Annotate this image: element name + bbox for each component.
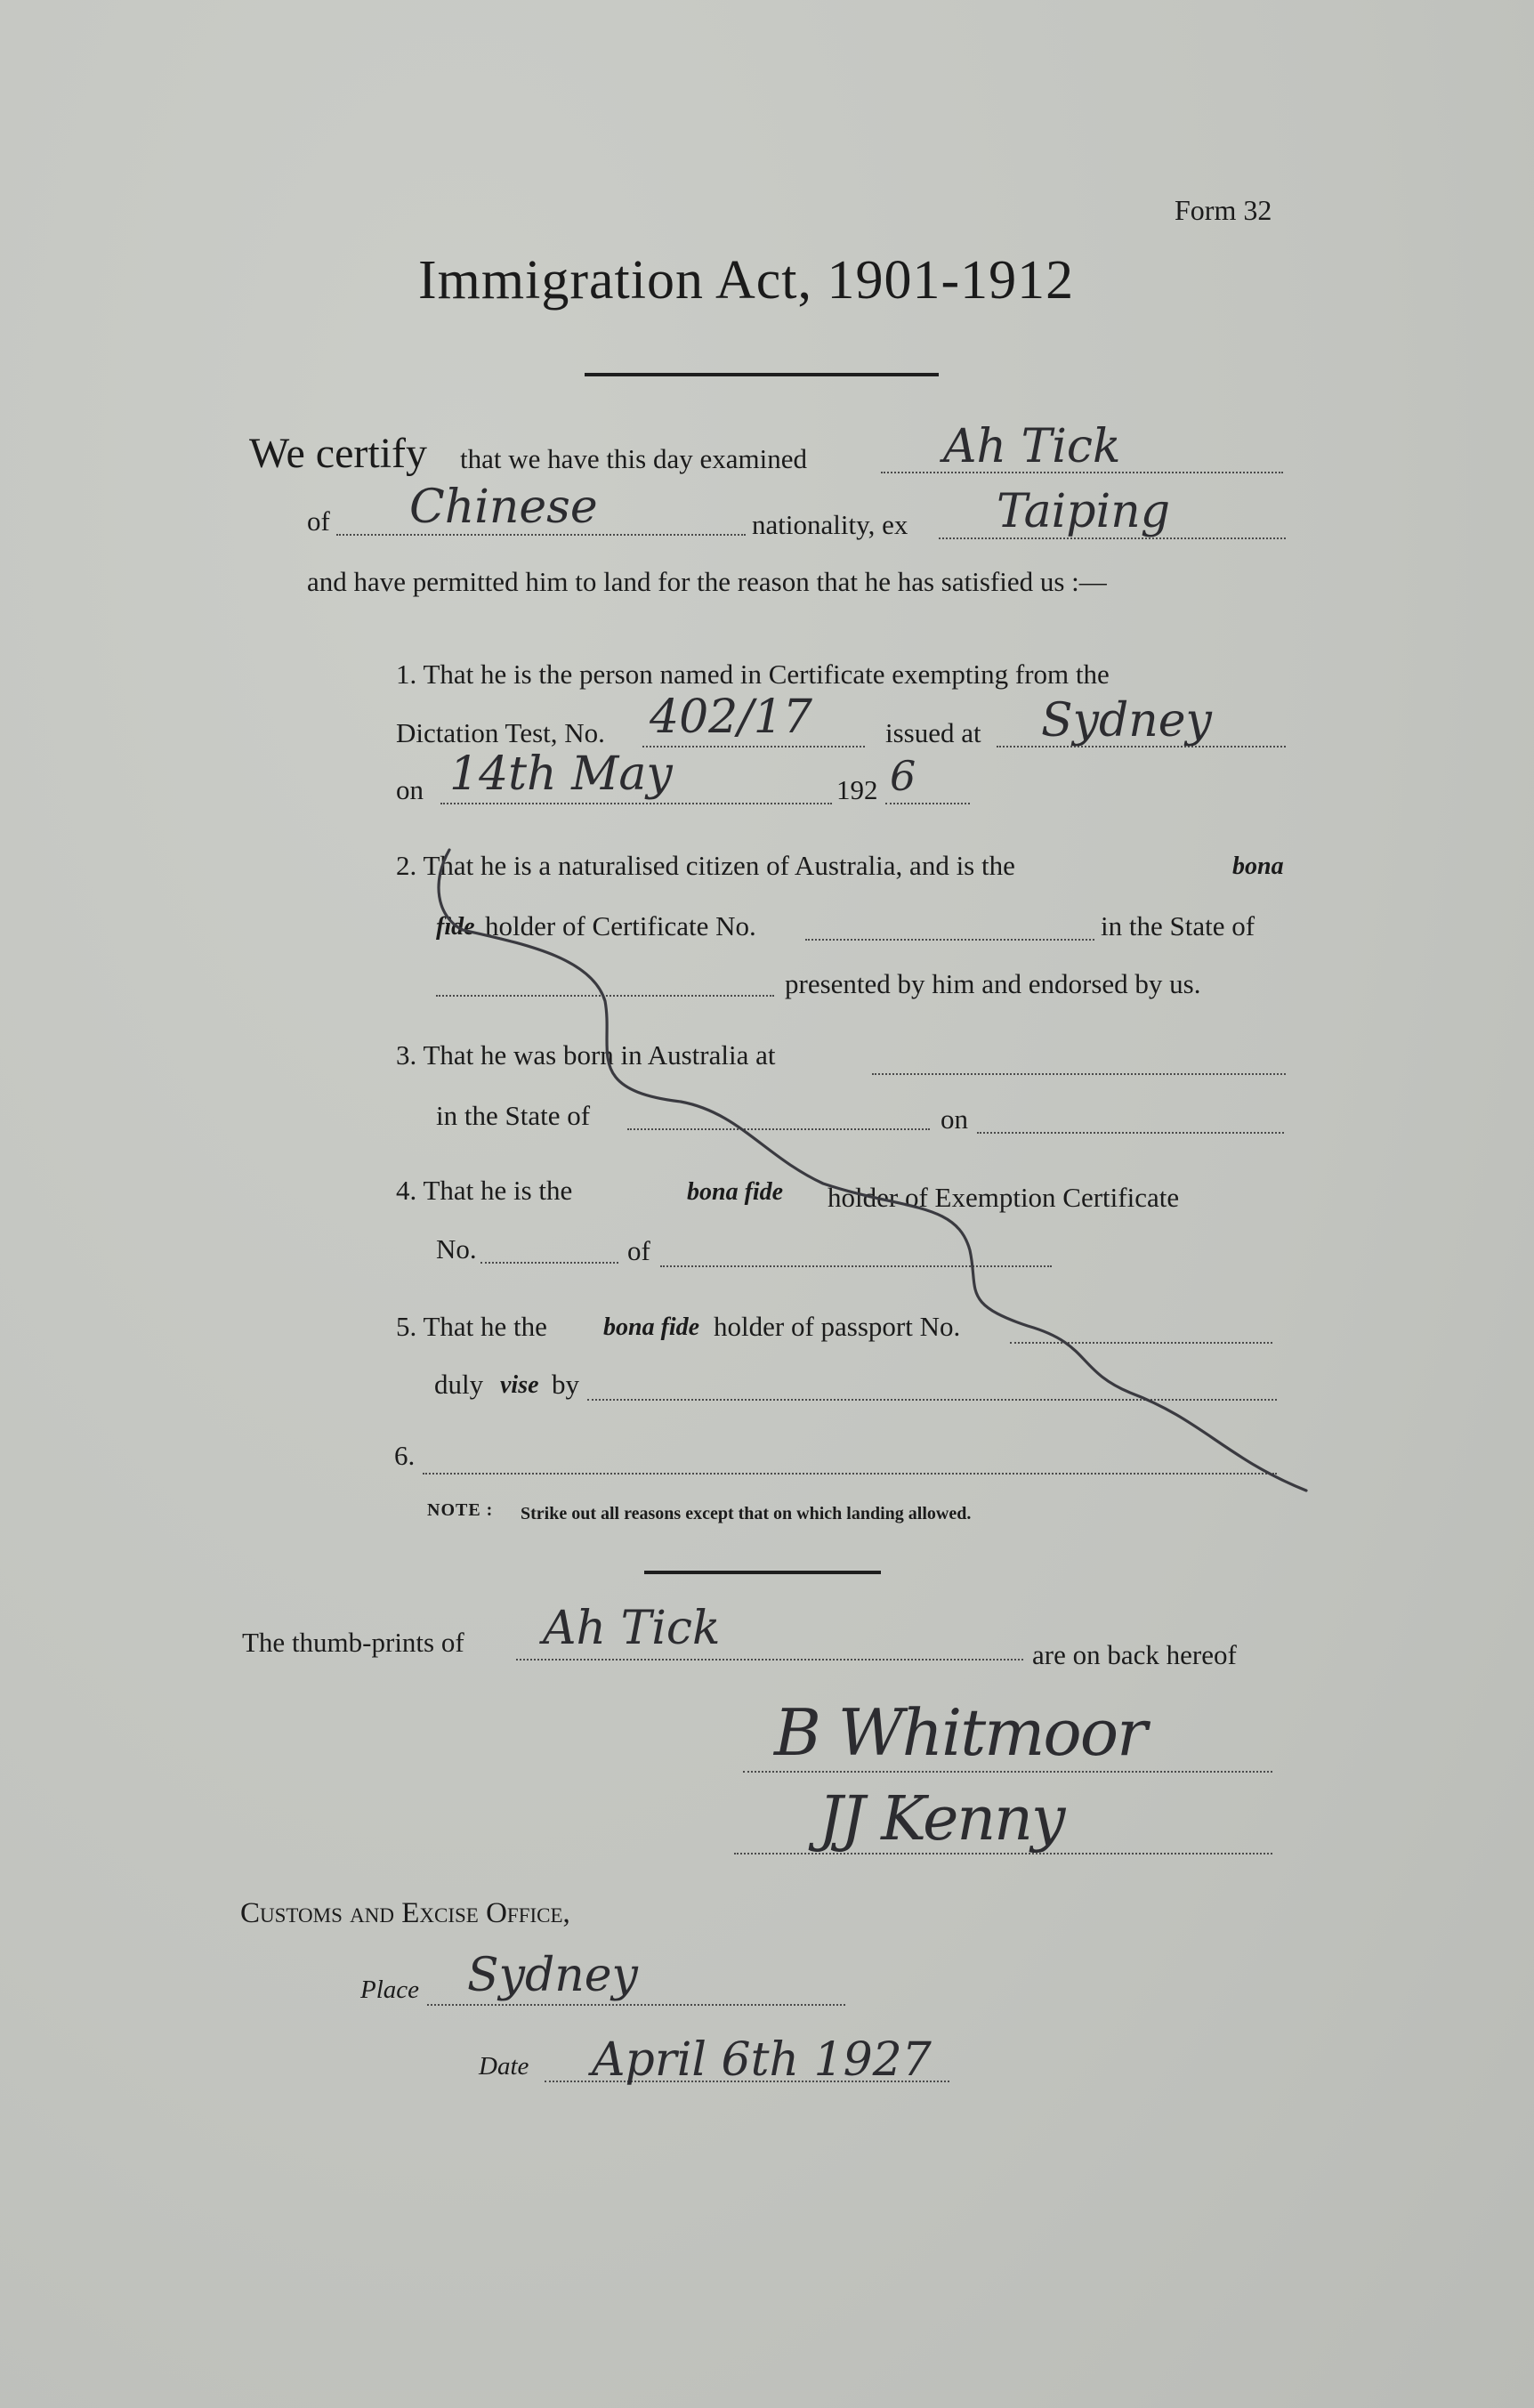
reason-2-presented-text: presented by him and endorsed by us. <box>785 968 1201 999</box>
nationality-ex-label: nationality, ex <box>752 509 908 540</box>
thumb-suffix: are on back hereof <box>1032 1639 1237 1670</box>
signature-2: JJ Kenny <box>819 1784 1064 1854</box>
reason-6-label: 6. <box>394 1440 416 1471</box>
reason-1-line-1: 1. That he is the person named in Certificate exempting from the <box>396 659 1110 690</box>
reason-5-by-label: by <box>552 1369 579 1400</box>
certify-examined-text: that we have this day examined <box>460 443 807 474</box>
reason-5-vise: vise <box>500 1371 539 1399</box>
reason-4-bona-fide: bona fide <box>687 1178 784 1206</box>
thumb-name-value: Ah Tick <box>543 1602 721 1655</box>
permitted-text: and have permitted him to land for the reason that he has satisfied us :— <box>307 566 1107 597</box>
reason-2-fide: fide <box>436 913 475 941</box>
reason-4-of-label: of <box>627 1235 650 1266</box>
cert-no-value: 402/17 <box>650 691 812 744</box>
reason-2-holder-label: holder of Certificate No. <box>485 910 756 941</box>
of-label: of <box>307 505 330 537</box>
note-label: NOTE : <box>427 1500 494 1520</box>
form-title: Immigration Act, 1901-1912 <box>418 250 1075 311</box>
reason-2-bona: bona <box>1232 852 1284 880</box>
reason-3-state-label: in the State of <box>436 1100 591 1131</box>
examined-name-value: Ah Tick <box>943 420 1121 473</box>
signature-1: B Whitmoor <box>774 1695 1146 1770</box>
issue-date-value: 14th May <box>449 747 673 801</box>
reason-5-line-1a: 5. That he the <box>396 1311 547 1342</box>
reason-4-no-label: No. <box>436 1233 477 1265</box>
nationality-value: Chinese <box>409 481 598 534</box>
thumb-prefix: The thumb-prints of <box>242 1627 464 1658</box>
reason-2-state-label: in the State of <box>1101 910 1255 941</box>
reason-3-line-1: 3. That he was born in Australia at <box>396 1039 776 1071</box>
reason-4-line-1a: 4. That he is the <box>396 1175 573 1206</box>
issued-at-value: Sydney <box>1041 694 1212 747</box>
reason-4-line-1b: holder of Exemption Certificate <box>828 1182 1180 1213</box>
reason-1-dictation-label: Dictation Test, No. <box>396 717 605 748</box>
certify-lead: We certify <box>249 430 428 477</box>
office-title: Customs and Excise Office, <box>240 1897 570 1929</box>
issued-at-label: issued at <box>885 717 981 748</box>
form-number: Form 32 <box>1175 194 1272 226</box>
reason-5-bona-fide: bona fide <box>603 1313 700 1341</box>
date-value: April 6th 1927 <box>592 2033 932 2087</box>
reason-3-on-label: on <box>941 1103 968 1135</box>
on-label: on <box>396 774 424 805</box>
reason-5-line-1b: holder of passport No. <box>714 1311 961 1342</box>
reason-2-line-1: 2. That he is a naturalised citizen of Australia, and is the <box>396 850 1015 881</box>
year-printed: 192 <box>836 774 878 805</box>
place-value: Sydney <box>467 1949 638 2002</box>
date-label: Date <box>479 2052 529 2081</box>
reason-5-duly-label: duly <box>434 1369 484 1400</box>
ship-value: Taiping <box>997 485 1170 538</box>
year-value: 6 <box>890 752 916 800</box>
place-label: Place <box>360 1976 420 2004</box>
note-text: Strike out all reasons except that on which landing allowed. <box>521 1504 972 1523</box>
